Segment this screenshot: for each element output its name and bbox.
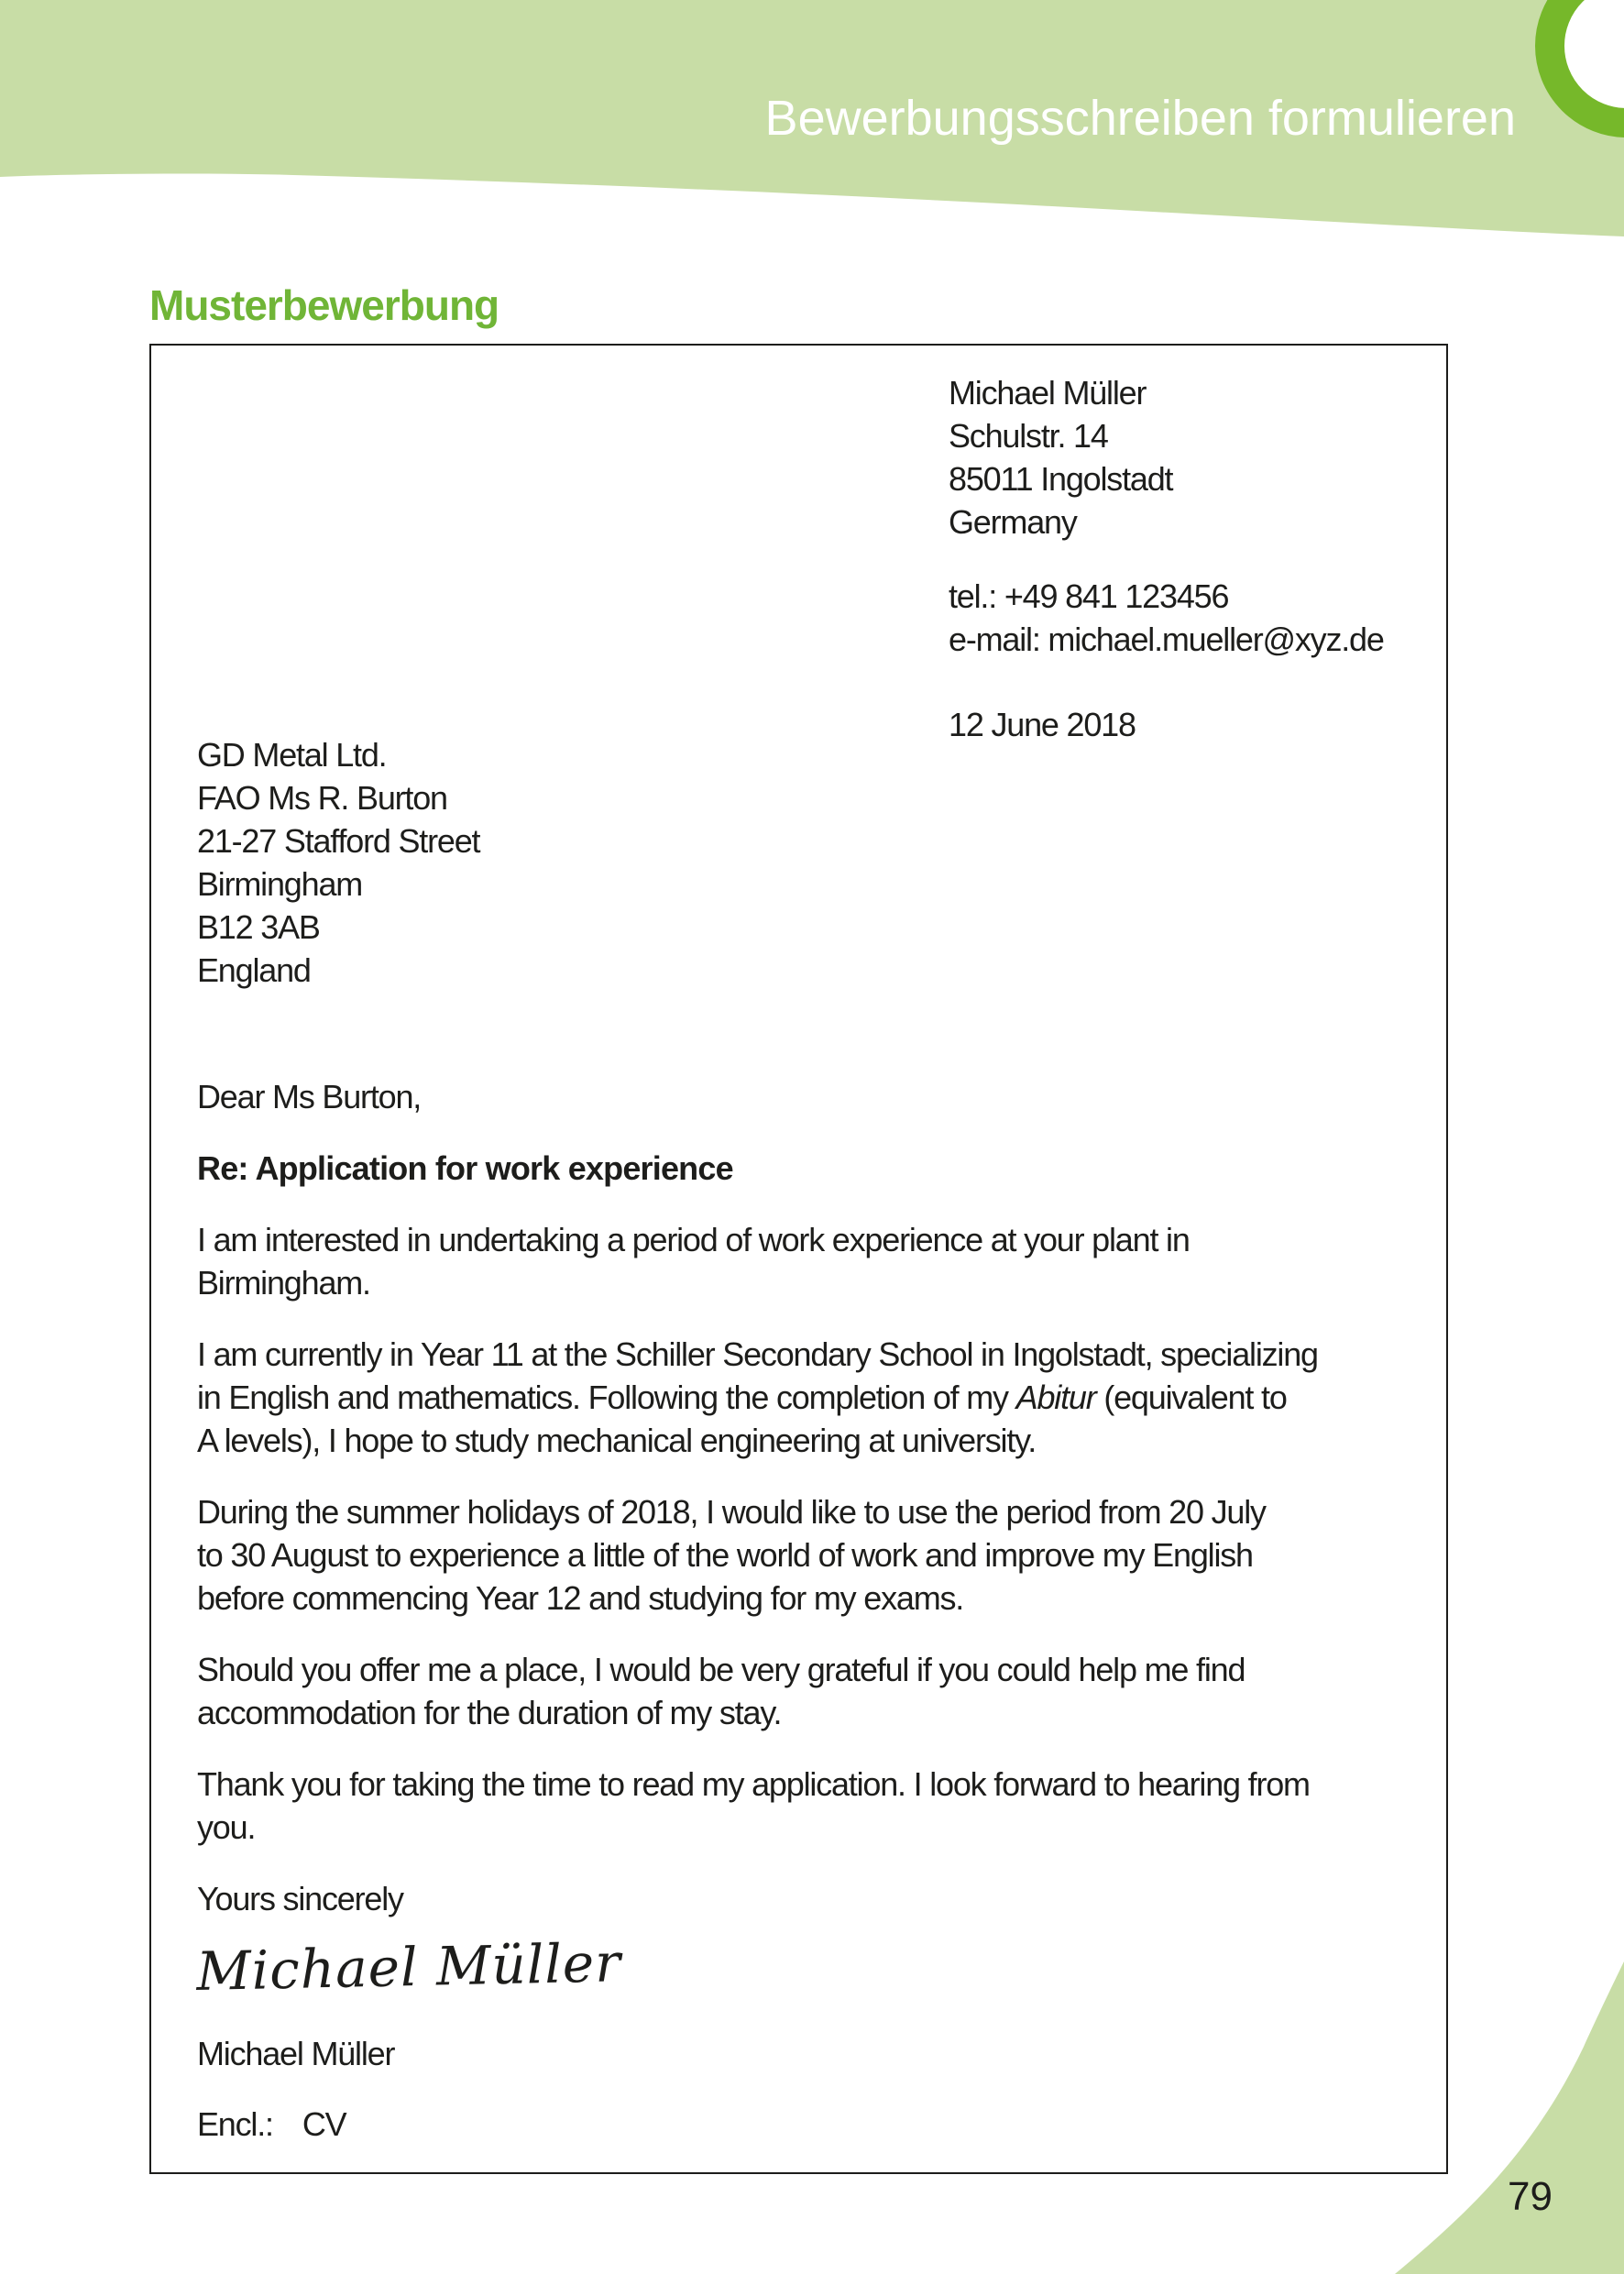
- sender-address: [949, 371, 1432, 544]
- sender-contact: [949, 575, 1432, 661]
- closing-phrase: Yours sincerely: [197, 1880, 403, 1917]
- signature-printed-name: Michael Müller: [197, 2035, 395, 2072]
- recipient-line: B12 3AB: [197, 908, 320, 946]
- recipient-line: Birmingham: [197, 865, 363, 903]
- enclosure-value: CV: [302, 2105, 346, 2143]
- email-line: e-mail: michael.mueller@xyz.de: [949, 621, 1384, 658]
- paragraph-line: before commencing Year 12 and studying for my exams.: [197, 1579, 964, 1617]
- recipient-line: FAO Ms R. Burton: [197, 779, 447, 817]
- page-number: 79: [1508, 2174, 1553, 2219]
- sender-line: Schulstr. 14: [949, 417, 1108, 455]
- paragraph-5: [197, 1763, 1432, 1849]
- signature-handwriting: Michael Müller: [195, 1931, 622, 2003]
- recipient-line: England: [197, 951, 311, 989]
- paragraph-line: During the summer holidays of 2018, I would like to use the period from 20 July: [197, 1493, 1266, 1531]
- sender-line: Michael Müller: [949, 374, 1147, 412]
- paragraph-2: [197, 1333, 1432, 1462]
- paragraph-line: accommodation for the duration of my stay.: [197, 1694, 782, 1731]
- paragraph-line: I am currently in Year 11 at the Schiller Secondary School in Ingolstadt, specializing: [197, 1335, 1318, 1373]
- wave-shape: [1395, 1961, 1624, 2274]
- recipient-address: [197, 733, 1432, 992]
- subject-line: Re: Application for work experience: [197, 1149, 733, 1187]
- paragraph-1: [197, 1218, 1432, 1304]
- recipient-line: GD Metal Ltd.: [197, 736, 387, 774]
- phone-line: tel.: +49 841 123456: [949, 577, 1229, 615]
- paragraph-line: you.: [197, 1808, 256, 1846]
- letter-box: [149, 344, 1448, 2174]
- sender-line: 85011 Ingolstadt: [949, 460, 1173, 498]
- section-title: Musterbewerbung: [149, 281, 499, 329]
- enclosure-label: Encl.:: [197, 2105, 273, 2143]
- sender-line: Germany: [949, 503, 1077, 541]
- corner-ring-decoration: [1550, 0, 1624, 123]
- header-title: Bewerbungsschreiben formulieren: [764, 91, 1516, 146]
- text-segment: in English and mathematics. Following the completion of my: [197, 1379, 1016, 1416]
- italic-term: Abitur: [1015, 1379, 1096, 1416]
- recipient-line: 21-27 Stafford Street: [197, 822, 480, 860]
- text-segment: (equivalent to: [1095, 1379, 1287, 1416]
- paragraph-line: Birmingham.: [197, 1264, 370, 1302]
- paragraph-4: [197, 1648, 1432, 1734]
- paragraph-3: [197, 1490, 1432, 1620]
- corner-wave-decoration: [0, 1944, 1624, 2274]
- letter-date: 12 June 2018: [949, 706, 1136, 743]
- paragraph-line: to 30 August to experience a little of the world of work and improve my English: [197, 1536, 1253, 1574]
- paragraph-line: A levels), I hope to study mechanical engineering at university.: [197, 1422, 1037, 1459]
- paragraph-line: [197, 1376, 1432, 1419]
- paragraph-line: Thank you for taking the time to read my application. I look forward to hearing from: [197, 1765, 1310, 1803]
- salutation: Dear Ms Burton,: [197, 1078, 422, 1115]
- paragraph-line: Should you offer me a place, I would be very grateful if you could help me find: [197, 1651, 1245, 1688]
- paragraph-line: I am interested in undertaking a period of work experience at your plant in: [197, 1221, 1190, 1258]
